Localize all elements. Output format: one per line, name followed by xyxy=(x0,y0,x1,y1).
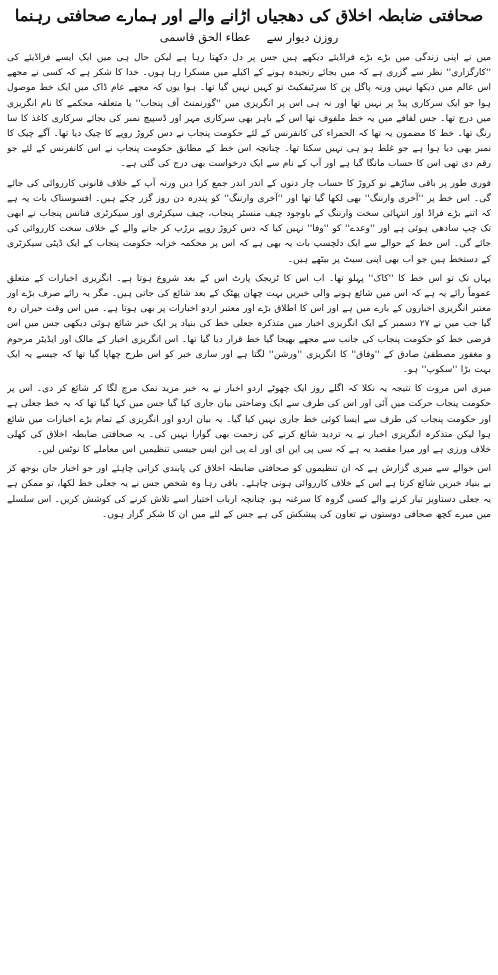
author-name: عطاء الحق قاسمی xyxy=(159,30,251,44)
article-paragraph: فوری طور پر باقی ساڑھے نو کروڑ کا حساب چار دنوں کے اندر اندر جمع کرا دیں ورنہ آپ کے خلاف قانونی کارروائی کی جائے گی۔ اس خط پر ''آخری وارننگ'' بھی لکھا گیا تھا اور ''آخری وارننگ'' کو پندرہ دن روز گزر چکے ہیں۔ افسوسناک بات یہ ہے کہ اتنے بڑے فراڈ اور انتہائی سخت وارننگ کے باوجود چیف منسٹر پنجاب، چیف سیکرٹری اور سیکرٹری فنانس پنجاب نے ابھی تک چپ سادھی ہوئی ہے اور ''وعدے'' کو ''وفا'' نہیں کیا کہ دس کروڑ روپے برڑپ کر جانے والے کے خلاف سخت کارروائی کی جائے گی۔ اس خط کے حوالے سے ایک دلچسپ بات یہ بھی ہے کہ اس پر محکمہ خزانہ حکومت پنجاب کے ایک ڈپٹی سیکرٹری کے دستخط ہیں جو اب بھی اپنی سیٹ پر بیٹھے ہیں۔ xyxy=(7,178,491,265)
article-paragraph: میری اس مروت کا نتیجہ یہ نکلا کہ اگلے روز ایک چھوٹے اردو اخبار نے یہ خبر مزید نمک مرچ لگا کر شائع کر دی۔ اس پر حکومت پنجاب حرکت میں آئی اور اس کی طرف سے ایک وضاحتی بیان جاری کیا گیا جس میں کہا گیا تھا کہ یہ خط جعلی ہے اور حکومت پنجاب کی طرف سے ایسا کوئی خط جاری نہیں کیا گیا۔ یہ بیان اردو اور انگریزی کے تمام بڑے اخبارات میں شائع ہوا لیکن متذکرہ انگریزی اخبار نے یہ تردید شائع کرنے کی زحمت بھی گوارا نہیں کی۔ یہ صحافتی ضابطہ اخلاق کی کھلی خلاف ورزی ہے اور میرا مقصد یہ ہے کہ سی پی این ای اور اے پی این ایس جیسی تنظیمیں اس معاملے کا نوٹس لیں۔ xyxy=(7,384,491,456)
article-paragraph: یہاں تک تو اس خط کا ''کاک'' پہلو تھا۔ اب اس کا ٹریجک پارٹ اس کے بعد شروع ہوتا ہے۔ انگریزی اخبارات کے متعلق عموماً رائے یہ ہے کہ اس میں شائع ہونے والی خبریں بہت چھان پھٹک کے بعد شائع کی جاتی ہیں۔ مگر یہ رائے صرف بڑے اور معتبر انگریزی اخباروں کے بارے میں ہے اور اس کا اطلاق بڑے اور معتبر اردو اخبارات پر بھی ہوتا ہے۔ میں اس وقت حیران رہ گیا جب میں نے ۲۷ دسمبر کے ایک انگریزی اخبار میں متذکرہ جعلی خط کی بنیاد پر ایک خبر شائع ہوئی دیکھی جس میں اس فرضی خط کو حکومت پنجاب کی جانب سے مجھے بھیجا گیا خط قرار دیا گیا تھا۔ اس انگریزی اخبار کے مالک اور ایڈیٹر مرحوم و مغفور مصطفیٰ صادق کے ''وفاق'' کا انگریزی ''ورشن'' لگتا ہے اور ساری خبر کو اس طرح چھاپا گیا تھا کہ جیسے یہ ایک بہت بڑا ''سکوپ'' ہو۔ xyxy=(7,273,491,376)
article-headline: صحافتی ضابطہ اخلاق کی دھجیاں اڑانے والے اور ہمارے صحافتی رہنما xyxy=(14,6,484,25)
article-byline xyxy=(7,30,491,45)
article-paragraph: اس حوالے سے میری گزارش ہے کہ ان تنظیموں کو صحافتی ضابطہ اخلاق کی پابندی کرانی چاہئے اور جو اخبار جان بوجھ کر بے بنیاد خبریں شائع کرتا ہے اس کے خلاف کارروائی ہونی چاہئے۔ باقی رہا وہ شخص جس نے یہ جعلی خط لکھا، تو ممکن ہے یہ جعلی دستاویز تیار کرنے والے کسی گروہ کا سرغنہ ہو، چنانچہ ارباب اختیار اسے تلاش کرنے کی کوشش کریں۔ اس سلسلے میں میرے کچھ صحافی دوستوں نے تعاون کی پیشکش کی ہے جس کے لئے میں ان کا شکر گزار ہوں۔ xyxy=(7,464,491,520)
column-name: روزن دیوار سے xyxy=(266,30,339,44)
article-paragraph: میں نے اپنی زندگی میں بڑے بڑے فراڈیئے دیکھے ہیں جس پر دل دکھتا رہا ہے لیکن حال ہی میں ایک ایسے فراڈیئے کی ''کارگزاری'' نظر سے گزری ہے کہ میں بجائے رنجیدہ ہونے کے اکیلے میں مسکرا رہا ہوں۔ خدا کا شکر ہے کہ کسی نے مجھے اس عالم میں دیکھا نہیں ورنہ پاگل پن کا سرٹیفکیٹ تو کہیں نہیں گیا تھا۔ ہوا یوں کہ مجھے عام ڈاک میں ایک خط موصول ہوا جو ایک سرکاری پیڈ پر نہیں تھا اور نہ ہی اس پر انگریزی میں ''گورنمنٹ آف پنجاب'' یا متعلقہ محکمے کا نام انگریزی میں درج تھا۔ جس لفافے میں یہ خط ملفوف تھا اس کے باہر بھی سرکاری مہر اور ڈسپیچ نمبر کی بجائے سرکاری کاغذ کا سا رنگ تھا۔ خط کا مضمون یہ تھا کہ الحمراء کی کانفرنس کے لئے حکومت پنجاب نے دس کروڑ روپے کا چیک دیا تھا۔ آگے چیک کا نمبر بھی دیا ہوا ہے جو غلط ہو ہی نہیں سکتا تھا۔ چنانچہ اس خط کے مطابق حکومت پنجاب نے اس کانفرنس کے لئے جو رقم دی تھی اس کا حساب مانگا گیا ہے اور آپ کے نام سے ایک درخواست بھی درج کی گئی ہے۔ xyxy=(7,53,491,170)
article-body xyxy=(7,51,491,971)
